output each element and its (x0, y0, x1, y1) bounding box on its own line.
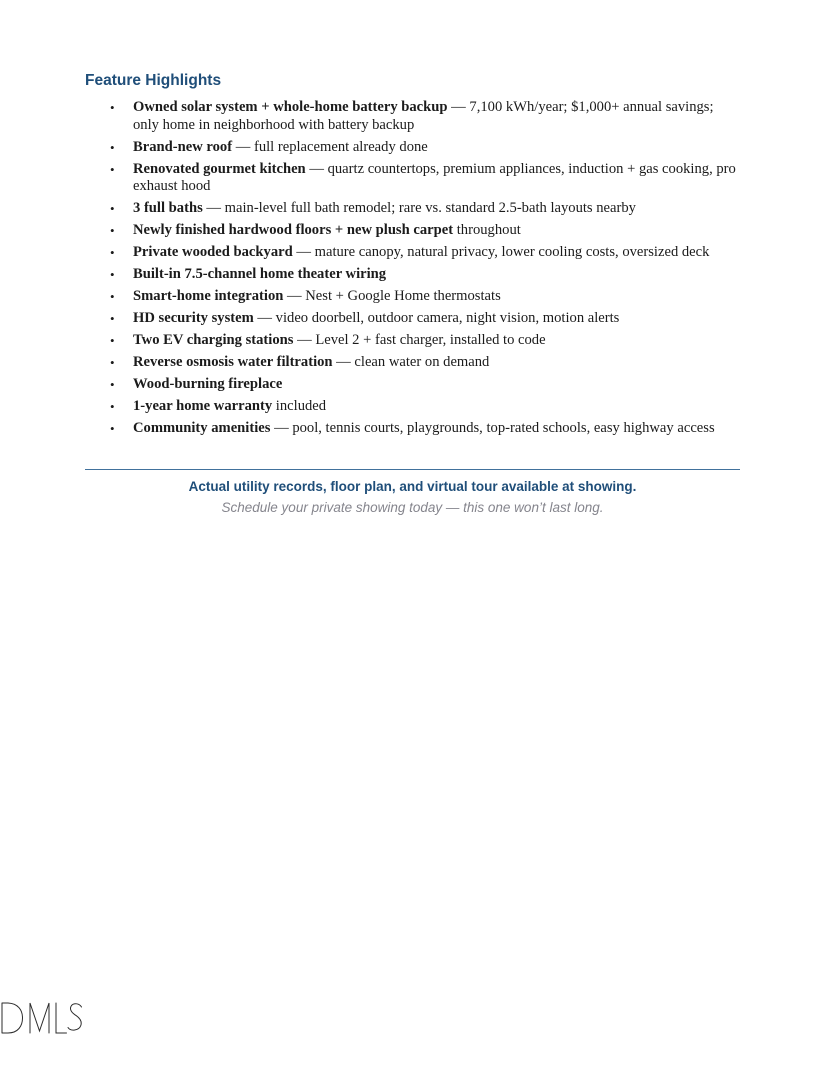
list-item (85, 288, 740, 306)
feature-term: Brand-new roof (133, 138, 233, 155)
feature-description: — Level 2 + fast charger, installed to code (293, 332, 546, 348)
feature-term: Reverse osmosis water filtration (133, 354, 333, 370)
dmls-logo (0, 1000, 87, 1038)
footer-tagline: Schedule your private showing today — this one won’t last long. (221, 499, 604, 515)
feature-term: Smart-home integration (133, 288, 284, 304)
feature-term: 1-year home warranty (133, 398, 273, 414)
feature-term: Owned solar system + whole-home battery backup (133, 99, 448, 115)
feature-description: throughout (453, 222, 521, 238)
footer-note: Actual utility records, floor plan, and virtual tour available at showing. (188, 478, 637, 494)
feature-term: Private wooded backyard (133, 244, 293, 260)
feature-highlights-section (85, 72, 740, 516)
feature-term: Renovated gourmet kitchen (133, 160, 306, 177)
feature-term: 3 full baths (133, 200, 203, 216)
feature-term: Community amenities (133, 420, 271, 436)
feature-term: HD security system (133, 310, 254, 326)
feature-description: — clean water on demand (332, 354, 490, 370)
dmls-logo-icon (0, 1000, 87, 1038)
list-item (85, 222, 740, 240)
list-item (85, 266, 740, 284)
list-item (85, 310, 740, 328)
feature-description: — 7,100 kWh/year; $1,000+ annual savings; only home in neighborhood with battery backup (133, 99, 714, 133)
feature-description: — video doorbell, outdoor camera, night vision, motion alerts (253, 310, 620, 326)
feature-term: Wood-burning fireplace (133, 376, 283, 392)
feature-list (85, 99, 740, 438)
feature-description: — mature canopy, natural privacy, lower cooling costs, oversized deck (292, 244, 710, 260)
footer-divider (85, 469, 740, 470)
list-item (85, 376, 740, 394)
feature-description: included (272, 398, 327, 414)
list-item (85, 332, 740, 350)
list-item (85, 139, 740, 157)
list-item (85, 354, 740, 372)
feature-description: — Nest + Google Home thermostats (283, 288, 501, 304)
section-heading: Feature Highlights (85, 72, 222, 89)
list-item (85, 420, 740, 438)
feature-description: — quartz countertops, premium appliances, induction + gas cooking, pro exhaust hood (133, 160, 736, 194)
list-item (85, 200, 740, 218)
feature-term: Built-in 7.5-channel home theater wiring (133, 266, 387, 282)
feature-term: Newly finished hardwood floors + new plush carpet (133, 222, 454, 238)
list-item (85, 161, 740, 196)
feature-description: — full replacement already done (232, 138, 428, 155)
feature-term: Two EV charging stations (133, 332, 294, 348)
list-item (85, 99, 740, 134)
feature-description: — pool, tennis courts, playgrounds, top-rated schools, easy highway access (270, 420, 715, 436)
feature-description: — main-level full bath remodel; rare vs. standard 2.5-bath layouts nearby (202, 200, 636, 216)
list-item (85, 398, 740, 416)
list-item (85, 244, 740, 262)
